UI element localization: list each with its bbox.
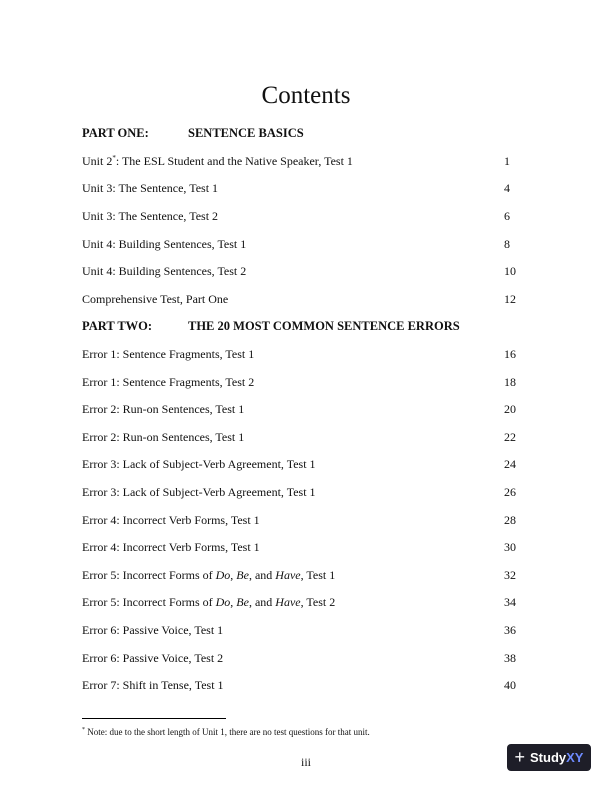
toc-entry-page: 18 (504, 374, 516, 389)
italic-term: Have (275, 595, 301, 610)
page-number: iii (300, 755, 311, 769)
toc-entry-title: Error 6: Passive Voice, Test 1 (82, 622, 224, 637)
toc-entry-title: Error 3: Lack of Subject-Verb Agreement, Test 1 (82, 457, 316, 472)
title-segment: , (230, 567, 237, 582)
italic-term: Do (215, 567, 231, 582)
studyxy-badge[interactable] (507, 744, 591, 771)
toc-entry-page: 32 (504, 567, 516, 582)
toc-entry-page: 26 (504, 485, 516, 500)
toc-entry-title (82, 595, 335, 610)
toc-entry-page: 20 (504, 402, 516, 417)
toc-entry-title: Unit 4: Building Sentences, Test 2 (82, 264, 247, 279)
toc-entry-page: 16 (504, 347, 516, 362)
toc-entry[interactable] (82, 230, 526, 258)
toc-entry-page: 1 (504, 153, 510, 168)
toc-entry-page: 30 (504, 540, 516, 555)
title-segment: , Test 1 (300, 567, 336, 582)
toc-entry[interactable] (82, 562, 526, 590)
toc-entry-title: Error 4: Incorrect Verb Forms, Test 1 (82, 540, 260, 555)
toc-entry-title: Error 7: Shift in Tense, Test 1 (82, 678, 224, 693)
part-name: SENTENCE BASICS (188, 126, 304, 141)
toc-entry-page: 28 (504, 512, 516, 527)
toc-entry[interactable] (82, 175, 526, 203)
toc-entry-page: 8 (504, 236, 510, 251)
title-segment: Unit 2 (82, 153, 113, 168)
toc-entry-title: Error 2: Run-on Sentences, Test 1 (82, 429, 245, 444)
toc-entry-page: 24 (504, 457, 516, 472)
italic-term: Be (236, 595, 249, 610)
part-label: PART TWO: (82, 319, 153, 334)
footnote-divider (82, 718, 226, 719)
toc-entry-page: 12 (504, 291, 516, 306)
toc-entry-page: 10 (504, 264, 516, 279)
toc-entry[interactable] (82, 479, 526, 507)
toc-entry[interactable] (82, 258, 526, 286)
toc-entry[interactable] (82, 644, 526, 672)
toc-entry-page: 34 (504, 595, 516, 610)
part-heading (82, 313, 526, 341)
toc-entry-page: 40 (504, 678, 516, 693)
toc-entry-page: 4 (504, 181, 510, 196)
italic-term: Be (236, 567, 249, 582)
toc-entry[interactable] (82, 672, 526, 700)
toc-entry-title (82, 568, 335, 583)
toc-entry-title: Comprehensive Test, Part One (82, 291, 229, 306)
toc-entry-page: 22 (504, 429, 516, 444)
toc-entry[interactable] (82, 286, 526, 314)
toc-entry[interactable] (82, 341, 526, 369)
toc-entry-title: Error 3: Lack of Subject-Verb Agreement, Test 1 (82, 485, 316, 500)
title-segment: , (230, 595, 237, 610)
toc-entry-title: Error 2: Run-on Sentences, Test 1 (82, 402, 245, 417)
title-segment: Error 5: Incorrect Forms of (82, 567, 216, 582)
italic-term: Have (275, 567, 301, 582)
toc-entry[interactable] (82, 203, 526, 231)
part-name: THE 20 MOST COMMON SENTENCE ERRORS (188, 319, 460, 334)
toc-entry-page: 38 (504, 650, 516, 665)
badge-brand-accent: XY (566, 750, 584, 765)
toc-entry-title: Unit 4: Building Sentences, Test 1 (82, 236, 247, 251)
footnote-reference: * (112, 153, 116, 162)
toc-entry[interactable] (82, 506, 526, 534)
toc-entry[interactable] (82, 534, 526, 562)
toc-entry-title: Error 1: Sentence Fragments, Test 2 (82, 374, 255, 389)
part-label: PART ONE: (82, 126, 149, 141)
toc-entry-title: Unit 3: The Sentence, Test 2 (82, 209, 219, 224)
title-segment: , Test 2 (300, 595, 336, 610)
footnote-marker: * (82, 727, 85, 733)
plus-icon: + (514, 746, 526, 767)
toc-entry[interactable] (82, 368, 526, 396)
toc-entry[interactable] (82, 451, 526, 479)
toc-entry[interactable] (82, 396, 526, 424)
toc-entry[interactable] (82, 617, 526, 645)
part-heading (82, 120, 526, 148)
toc-entry-title: Unit 3: The Sentence, Test 1 (82, 181, 219, 196)
table-of-contents (82, 120, 526, 699)
toc-entry-title: Error 6: Passive Voice, Test 2 (82, 650, 224, 665)
footnote-text: Note: due to the short length of Unit 1, there are no test questions for that unit. (85, 727, 370, 737)
toc-entry-title: Error 1: Sentence Fragments, Test 1 (82, 347, 255, 362)
toc-entry[interactable] (82, 148, 526, 176)
toc-entry-page: 36 (504, 622, 516, 637)
toc-entry[interactable] (82, 589, 526, 617)
title-segment: , and (248, 567, 276, 582)
page-title: Contents (261, 82, 351, 109)
toc-entry-title (82, 154, 353, 169)
italic-term: Do (215, 595, 231, 610)
title-segment: : The ESL Student and the Native Speaker, Test 1 (115, 153, 353, 168)
toc-entry-title: Error 4: Incorrect Verb Forms, Test 1 (82, 512, 260, 527)
title-segment: Error 5: Incorrect Forms of (82, 595, 216, 610)
title-segment: , and (248, 595, 276, 610)
toc-entry-page: 6 (504, 209, 510, 224)
badge-brand: Study (530, 750, 567, 765)
toc-entry[interactable] (82, 424, 526, 452)
footnote (82, 727, 370, 737)
